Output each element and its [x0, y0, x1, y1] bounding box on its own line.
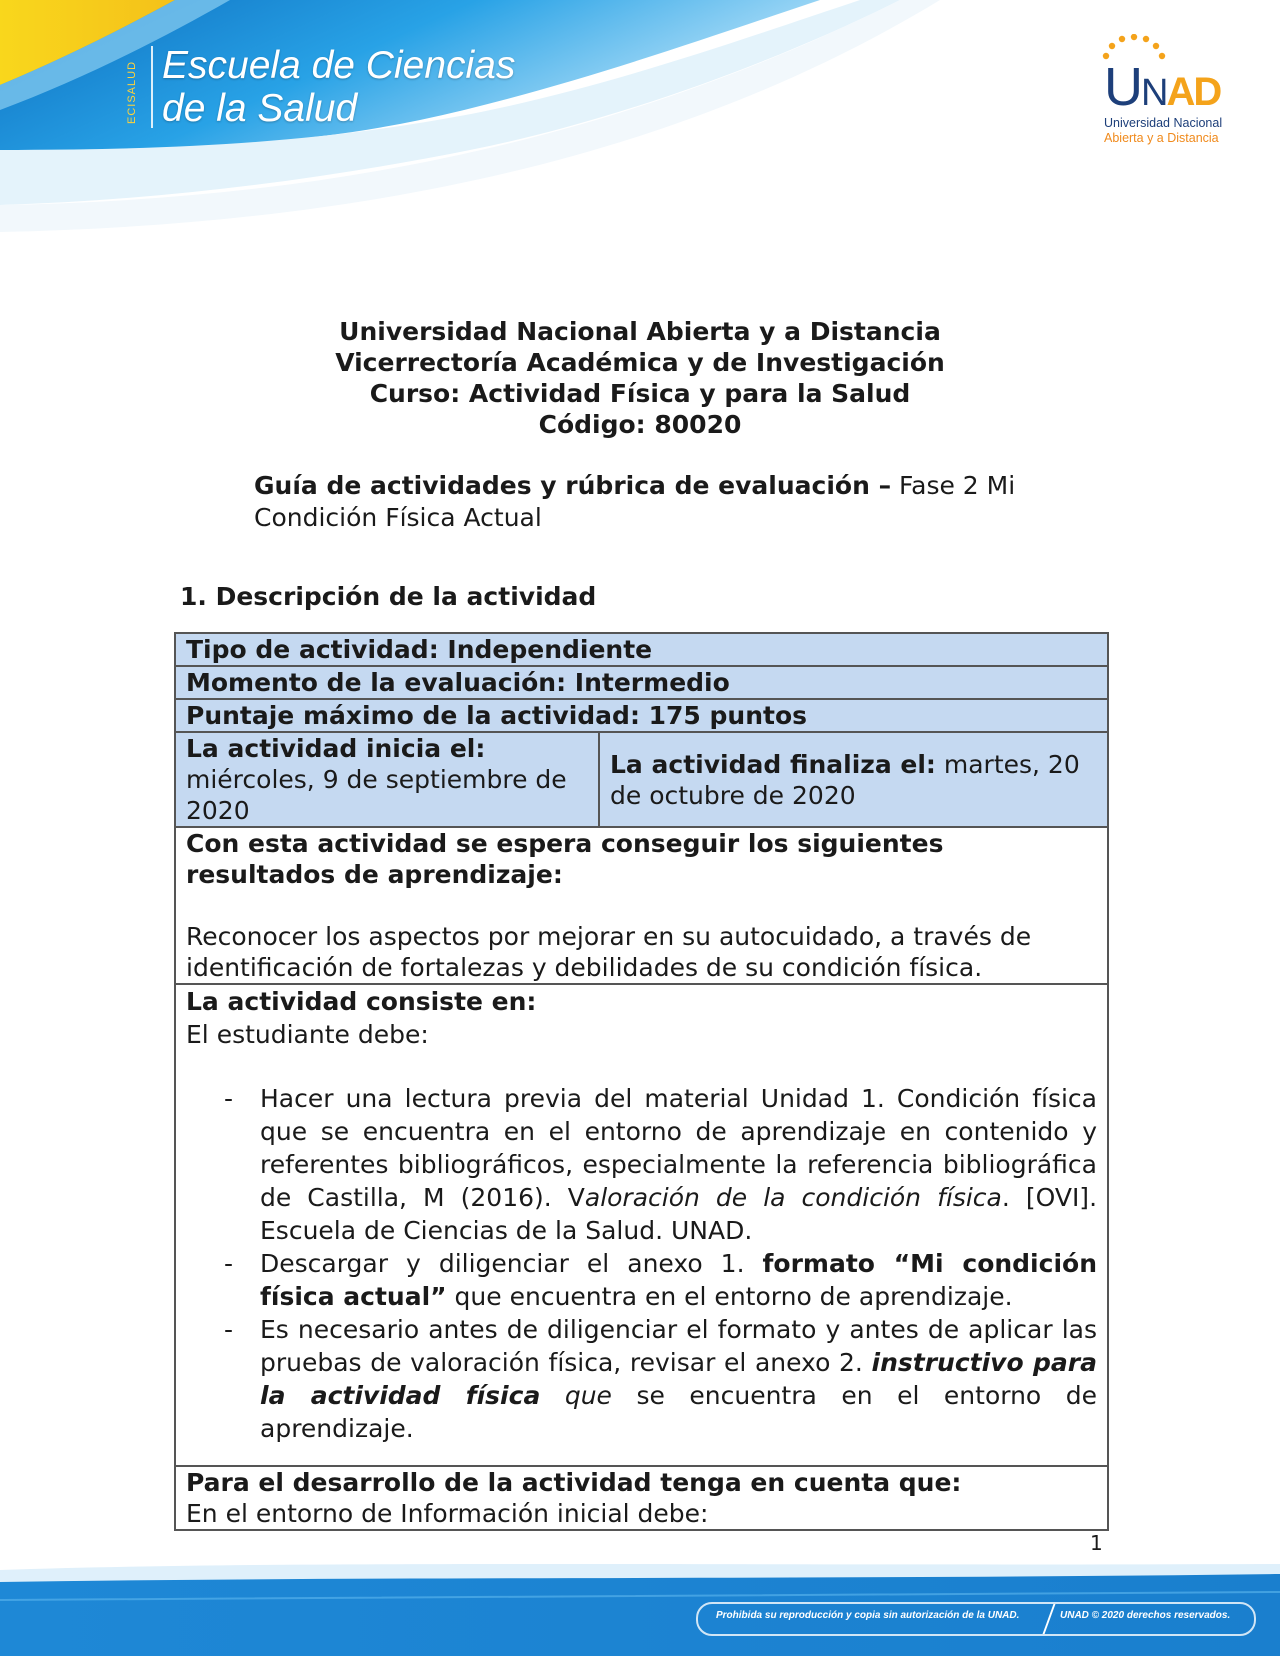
- tipo-cell: Tipo de actividad: Independiente: [175, 633, 1108, 666]
- resultados-label: Con esta actividad se espera conseguir los siguientes resultados de aprendizaje:: [186, 829, 944, 889]
- item1-text-b: . [OVI]. Escuela de Ciencias de la Salud. UNAD.: [260, 1183, 1098, 1245]
- school-title: [162, 44, 515, 130]
- section-title: 1. Descripción de la actividad: [180, 582, 597, 611]
- resultados-cell: [175, 827, 1108, 984]
- item3-text-italic: que: [540, 1381, 612, 1410]
- activity-table: [174, 632, 1109, 1531]
- inicia-label: La actividad inicia el:: [186, 734, 486, 763]
- header-banner: [0, 0, 1280, 240]
- school-vertical-label: ECISALUD: [126, 60, 138, 124]
- item1-text-a: Hacer una lectura previa del material Unidad 1. Condición física que se encuentra en el entorno de aprendizaje en contenido y referentes bibliográficos, especialmente la referencia bibliográfica de Castilla, M (2016). V: [260, 1084, 1097, 1212]
- resultados-text: Reconocer los aspectos por mejorar en su autocuidado, a través de identificación de fortalezas y debilidades de su condición física.: [186, 922, 1032, 982]
- unad-logo: [1098, 34, 1238, 144]
- title-line3: Curso: Actividad Física y para la Salud: [369, 379, 911, 408]
- item2-text-b: que encuentra en el entorno de aprendizaje.: [446, 1282, 1013, 1311]
- guide-heading: [254, 470, 1074, 534]
- title-line2: Vicerrectoría Académica y de Investigación: [335, 348, 945, 377]
- document-title: [0, 316, 1280, 440]
- school-divider: [151, 46, 153, 128]
- list-item: [186, 1247, 1097, 1313]
- footer-banner: [0, 1560, 1280, 1656]
- list-item: [186, 1313, 1097, 1445]
- school-title-line1: Escuela de Ciencias: [162, 44, 516, 87]
- item3-text-b: se encuentra en el entorno de aprendizaje.: [260, 1381, 1097, 1443]
- inicia-cell: [175, 732, 599, 827]
- puntaje-cell: Puntaje máximo de la actividad: 175 puntos: [175, 699, 1108, 732]
- logo-line1: Universidad Nacional: [1104, 116, 1223, 130]
- item2-text-a: Descargar y diligenciar el anexo 1.: [260, 1249, 763, 1278]
- finaliza-value: martes, 20 de octubre de 2020: [610, 749, 1080, 810]
- logo-wordmark: [1104, 57, 1221, 120]
- dash-bullet: -: [224, 1315, 234, 1344]
- desarrollo-text: En el entorno de Información inicial debe:: [186, 1499, 709, 1528]
- dash-bullet: -: [224, 1084, 234, 1113]
- footer-copyright-notice: Prohibida su reproducción y copia sin autorización de la UNAD.: [716, 1610, 1020, 1621]
- desarrollo-cell: [175, 1466, 1108, 1530]
- finaliza-label: La actividad finaliza el:: [610, 749, 936, 779]
- consiste-label: La actividad consiste en:: [186, 987, 537, 1016]
- logo-letters-ad: AD: [1166, 70, 1221, 114]
- finaliza-cell: [599, 732, 1108, 827]
- school-title-line2: de la Salud: [162, 87, 358, 130]
- title-line1: Universidad Nacional Abierta y a Distancia: [339, 317, 941, 346]
- inicia-value: miércoles, 9 de septiembre de 2020: [186, 765, 567, 825]
- item2-text-bold: formato “Mi condición física actual”: [260, 1249, 1097, 1311]
- item1-text-italic: aloración de la condición física: [584, 1183, 1002, 1212]
- item3-text-bolditalic: instructivo para la actividad física: [260, 1348, 1097, 1410]
- dash-bullet: -: [224, 1249, 234, 1278]
- page-number: 1: [1090, 1531, 1103, 1555]
- guide-heading-bold: Guía de actividades y rúbrica de evaluación –: [254, 471, 892, 500]
- logo-letter-n: N: [1141, 72, 1167, 114]
- item3-text-a: Es necesario antes de diligenciar el formato y antes de aplicar las pruebas de valoración física, revisar el anexo 2.: [260, 1315, 1097, 1377]
- desarrollo-label: Para el desarrollo de la actividad tenga en cuenta que:: [186, 1468, 962, 1497]
- momento-cell: Momento de la evaluación: Intermedio: [175, 666, 1108, 699]
- footer-rights: UNAD © 2020 derechos reservados.: [1060, 1610, 1231, 1621]
- consiste-intro: El estudiante debe:: [186, 1020, 429, 1049]
- guide-heading-normal: Fase 2 Mi Condición Física Actual: [254, 471, 1016, 532]
- list-item: [186, 1082, 1097, 1247]
- activity-list: [186, 1082, 1097, 1445]
- logo-line2: Abierta y a Distancia: [1104, 131, 1219, 145]
- logo-letter-u: U: [1104, 57, 1141, 117]
- consiste-cell: [175, 984, 1108, 1466]
- title-line4: Código: 80020: [538, 410, 742, 439]
